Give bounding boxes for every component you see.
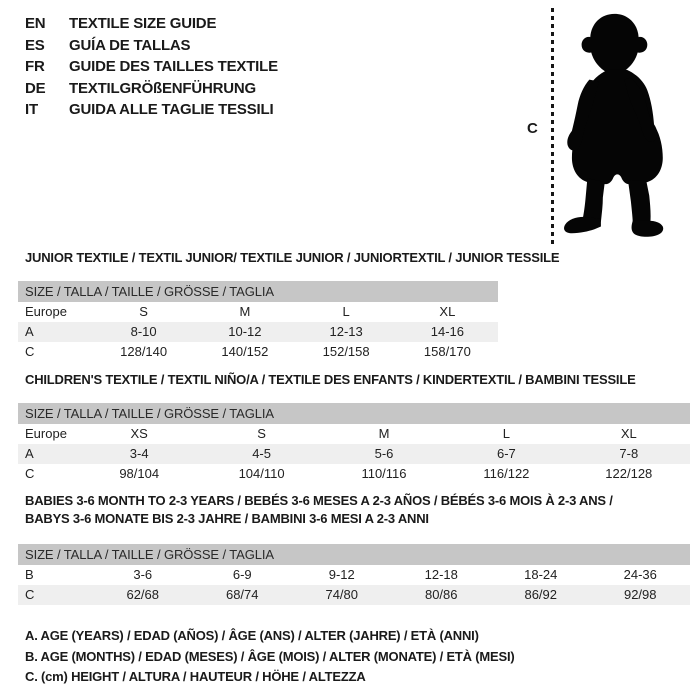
- table-title-line: BABYS 3-6 MONATE BIS 2-3 JAHRE / BAMBINI 3-6 MESI A 2-3 ANNI: [25, 511, 429, 526]
- table-section-junior-textile: [18, 249, 560, 362]
- table-section-childrens-textile: [18, 371, 690, 484]
- row-label: C: [25, 344, 35, 359]
- size-cell: 92/98: [623, 587, 657, 602]
- table-row: [18, 342, 498, 362]
- footnote-line: C. (cm) HEIGHT / ALTURA / HAUTEUR / HÖHE / ALTEZZA: [25, 669, 366, 684]
- size-cell: L: [502, 426, 510, 441]
- size-cell: 6-7: [496, 446, 516, 461]
- table-title-line: CHILDREN'S TEXTILE / TEXTIL NIÑO/A / TEXTILE DES ENFANTS / KINDERTEXTIL / BAMBINI TESSILE: [25, 372, 636, 387]
- size-cell: 110/116: [361, 466, 407, 481]
- size-cell: 74/80: [325, 587, 359, 602]
- size-cell: M: [378, 426, 390, 441]
- language-title: GUIDA ALLE TAGLIE TESSILI: [69, 101, 274, 118]
- size-cell: 3-4: [129, 446, 149, 461]
- size-cell: XL: [439, 304, 456, 319]
- size-cell: 10-12: [228, 324, 262, 339]
- footnote-line: A. AGE (YEARS) / EDAD (AÑOS) / ÂGE (ANS) / ALTER (JAHRE) / ETÀ (ANNI): [25, 628, 479, 643]
- row-label: A: [25, 446, 34, 461]
- language-title: TEXTILGRÖßENFÜHRUNG: [69, 79, 257, 97]
- size-cell: 14-16: [430, 324, 464, 339]
- size-cell: S: [257, 426, 266, 441]
- size-cell: 5-6: [374, 446, 394, 461]
- size-cell: 116/122: [483, 466, 530, 481]
- row-label: C: [25, 587, 35, 602]
- size-cell: 12-13: [329, 324, 363, 339]
- row-label: C: [25, 466, 35, 481]
- size-cell: 18-24: [524, 567, 558, 582]
- size-cell: 68/74: [225, 587, 259, 602]
- table-row: [18, 424, 690, 444]
- language-title: GUÍA DE TALLAS: [69, 36, 191, 54]
- size-cell: 8-10: [130, 324, 157, 339]
- table-title: [18, 492, 690, 528]
- size-cell: 104/110: [238, 466, 285, 481]
- size-cell: M: [239, 304, 251, 319]
- language-title: TEXTILE SIZE GUIDE: [69, 15, 217, 32]
- size-cell: XL: [620, 426, 637, 441]
- table-row: [18, 585, 690, 605]
- size-cell: 86/92: [524, 587, 558, 602]
- size-cell: 4-5: [252, 446, 271, 461]
- table-size-header: SIZE / TALLA / TAILLE / GRÖSSE / TAGLIA: [18, 403, 690, 424]
- size-cell: 62/68: [126, 587, 160, 602]
- size-cell: 80/86: [424, 587, 458, 602]
- language-code: IT: [25, 101, 38, 118]
- language-row: [25, 35, 278, 57]
- footnote-line: B. AGE (MONTHS) / EDAD (MESES) / ÂGE (MOIS) / ALTER (MONATE) / ETÀ (MESI): [25, 648, 515, 664]
- language-row: [25, 13, 278, 35]
- size-cell: 140/152: [221, 344, 269, 359]
- table-row: [18, 302, 498, 322]
- table-title: [18, 371, 690, 389]
- language-code: DE: [25, 79, 46, 97]
- size-cell: 9-12: [328, 567, 355, 582]
- table-row: [18, 565, 690, 585]
- table-body: [18, 424, 690, 484]
- language-row: [25, 99, 278, 121]
- table-body: [18, 565, 690, 605]
- table-row: [18, 444, 690, 464]
- size-cell: 7-8: [619, 446, 639, 461]
- size-cell: 6-9: [232, 567, 252, 582]
- language-title: GUIDE DES TAILLES TEXTILE: [69, 58, 278, 75]
- size-cell: 152/158: [322, 344, 370, 359]
- row-label: A: [25, 324, 34, 339]
- row-label: Europe: [25, 426, 67, 441]
- table-row: [18, 322, 498, 342]
- size-cell: S: [139, 304, 148, 319]
- size-cell: 98/104: [119, 466, 160, 481]
- footnotes: [25, 626, 515, 688]
- table-body: [18, 302, 498, 362]
- size-cell: 128/140: [120, 344, 168, 359]
- size-cell: 122/128: [605, 466, 653, 481]
- toddler-silhouette-icon: [560, 10, 695, 242]
- table-title-line: JUNIOR TEXTILE / TEXTIL JUNIOR/ TEXTILE JUNIOR / JUNIORTEXTIL / JUNIOR TESSILE: [25, 250, 560, 265]
- row-label: Europe: [25, 304, 67, 319]
- table-title-line: BABIES 3-6 MONTH TO 2-3 YEARS / BEBÉS 3-6 MESES A 2-3 AÑOS / BÉBÉS 3-6 MOIS À 2-3 ANS /: [25, 493, 613, 508]
- height-measure-label: C: [527, 120, 538, 137]
- table-size-header: SIZE / TALLA / TAILLE / GRÖSSE / TAGLIA: [18, 544, 690, 565]
- table-section-babies-textile: [18, 492, 690, 605]
- size-cell: XS: [130, 426, 148, 441]
- height-measure-dashed-line: [551, 8, 554, 245]
- size-cell: 3-6: [133, 567, 153, 582]
- table-size-header: SIZE / TALLA / TAILLE / GRÖSSE / TAGLIA: [18, 281, 498, 302]
- row-label: B: [25, 567, 34, 582]
- size-cell: 158/170: [423, 344, 471, 359]
- size-cell: 24-36: [623, 567, 657, 582]
- language-code: EN: [25, 15, 46, 32]
- size-cell: L: [342, 304, 350, 319]
- language-code: FR: [25, 58, 45, 75]
- language-row: [25, 56, 278, 78]
- table-title: [18, 249, 560, 267]
- size-cell: 12-18: [424, 567, 458, 582]
- table-row: [18, 464, 690, 484]
- language-title-list: [25, 13, 278, 121]
- language-code: ES: [25, 36, 45, 54]
- language-row: [25, 78, 278, 100]
